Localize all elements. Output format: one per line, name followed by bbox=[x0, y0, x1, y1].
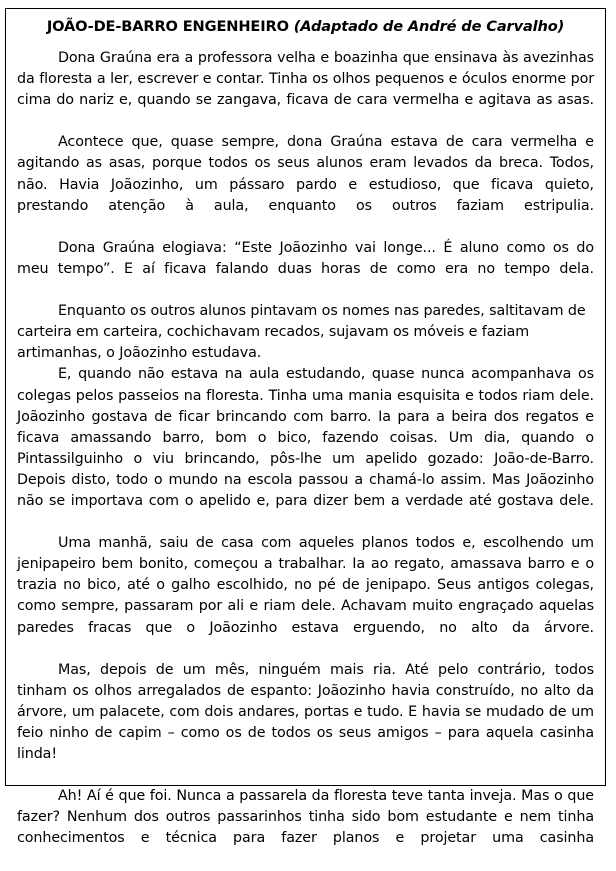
document-page bbox=[5, 8, 606, 847]
paragraph: Ah! Aí é que foi. Nunca a passarela da floresta teve tanta inveja. Mas o que fazer? Nenhum dos outros passarinhos tinha sido bom estudante e nem tinha conhecimentos e técnica para fazer planos e projetar uma casinha bbox=[17, 788, 594, 847]
paragraph: Enquanto os outros alunos pintavam os nomes nas paredes, saltitavam de carteira em carteira, cochichavam recados, sujavam os móveis e faziam artimanhas, o Joãozinho estudava. bbox=[17, 303, 586, 362]
paragraph: Dona Graúna era a professora velha e boazinha que ensinava às avezinhas da floresta a ler, escrever e contar. Tinha os olhos pequenos e óculos enorme por cima do nariz e, quando se zangava, ficava de cara vermelha e agitava as asas. bbox=[17, 50, 594, 109]
paragraph: Uma manhã, saiu de casa com aqueles planos todos e, escolhendo um jenipapeiro bem bonito, começou a trabalhar. Ia ao regato, amassava barro e o trazia no bico, até o galho escolhido, no pé de jenipapo. Seus antigos colegas, como sempre, passaram por ali e riam dele. Achavam muito engraçado aquelas paredes fracas que o Joãozinho estava erguendo, no alto da árvore. bbox=[17, 535, 594, 636]
paragraph: Dona Graúna elogiava: “Este Joãozinho vai longe... É aluno como os do meu tempo”. E aí ficava falando duas horas de como era no tempo dela. bbox=[17, 239, 594, 277]
document-body bbox=[6, 9, 605, 847]
paragraph: Acontece que, quase sempre, dona Graúna estava de cara vermelha e agitando as asas, porque todos os seus alunos eram levados da breca. Todos, não. Havia Joãozinho, um pássaro pardo e estudioso, que ficava quieto, prestando atenção à aula, enquanto os outros faziam estripulia. bbox=[17, 134, 594, 214]
page-title-main: JOÃO-DE-BARRO ENGENHEIRO bbox=[46, 18, 294, 35]
page-title bbox=[17, 16, 594, 37]
page-title-credit: (Adaptado de André de Carvalho) bbox=[293, 18, 565, 35]
paragraph: E, quando não estava na aula estudando, quase nunca acompanhava os colegas pelos passeios na floresta. Tinha uma mania esquisita e todos riam dele. Joãozinho gostava de ficar brincando com barro. Ia para a beira dos regatos e ficava amassando barro, bom o bico, fazendo coisas. Um dia, quando o Pintassilguinho o viu brincando, pôs-lhe um apelido gozado: João-de-Barro. Depois disto, todo o mundo na escola passou a chamá-lo assim. Mas Joãozinho não se importava com o apelido e, para dizer bem a verdade até gostava dele. bbox=[17, 366, 594, 509]
paragraph: Mas, depois de um mês, ninguém mais ria. Até pelo contrário, todos tinham os olhos arregalados de espanto: Joãozinho havia construído, no alto da árvore, um palacete, com dois andares, portas e tudo. E havia se mudado de um feio ninho de capim – como os de todos os seus amigos – para aquela casinha linda! bbox=[17, 661, 594, 763]
